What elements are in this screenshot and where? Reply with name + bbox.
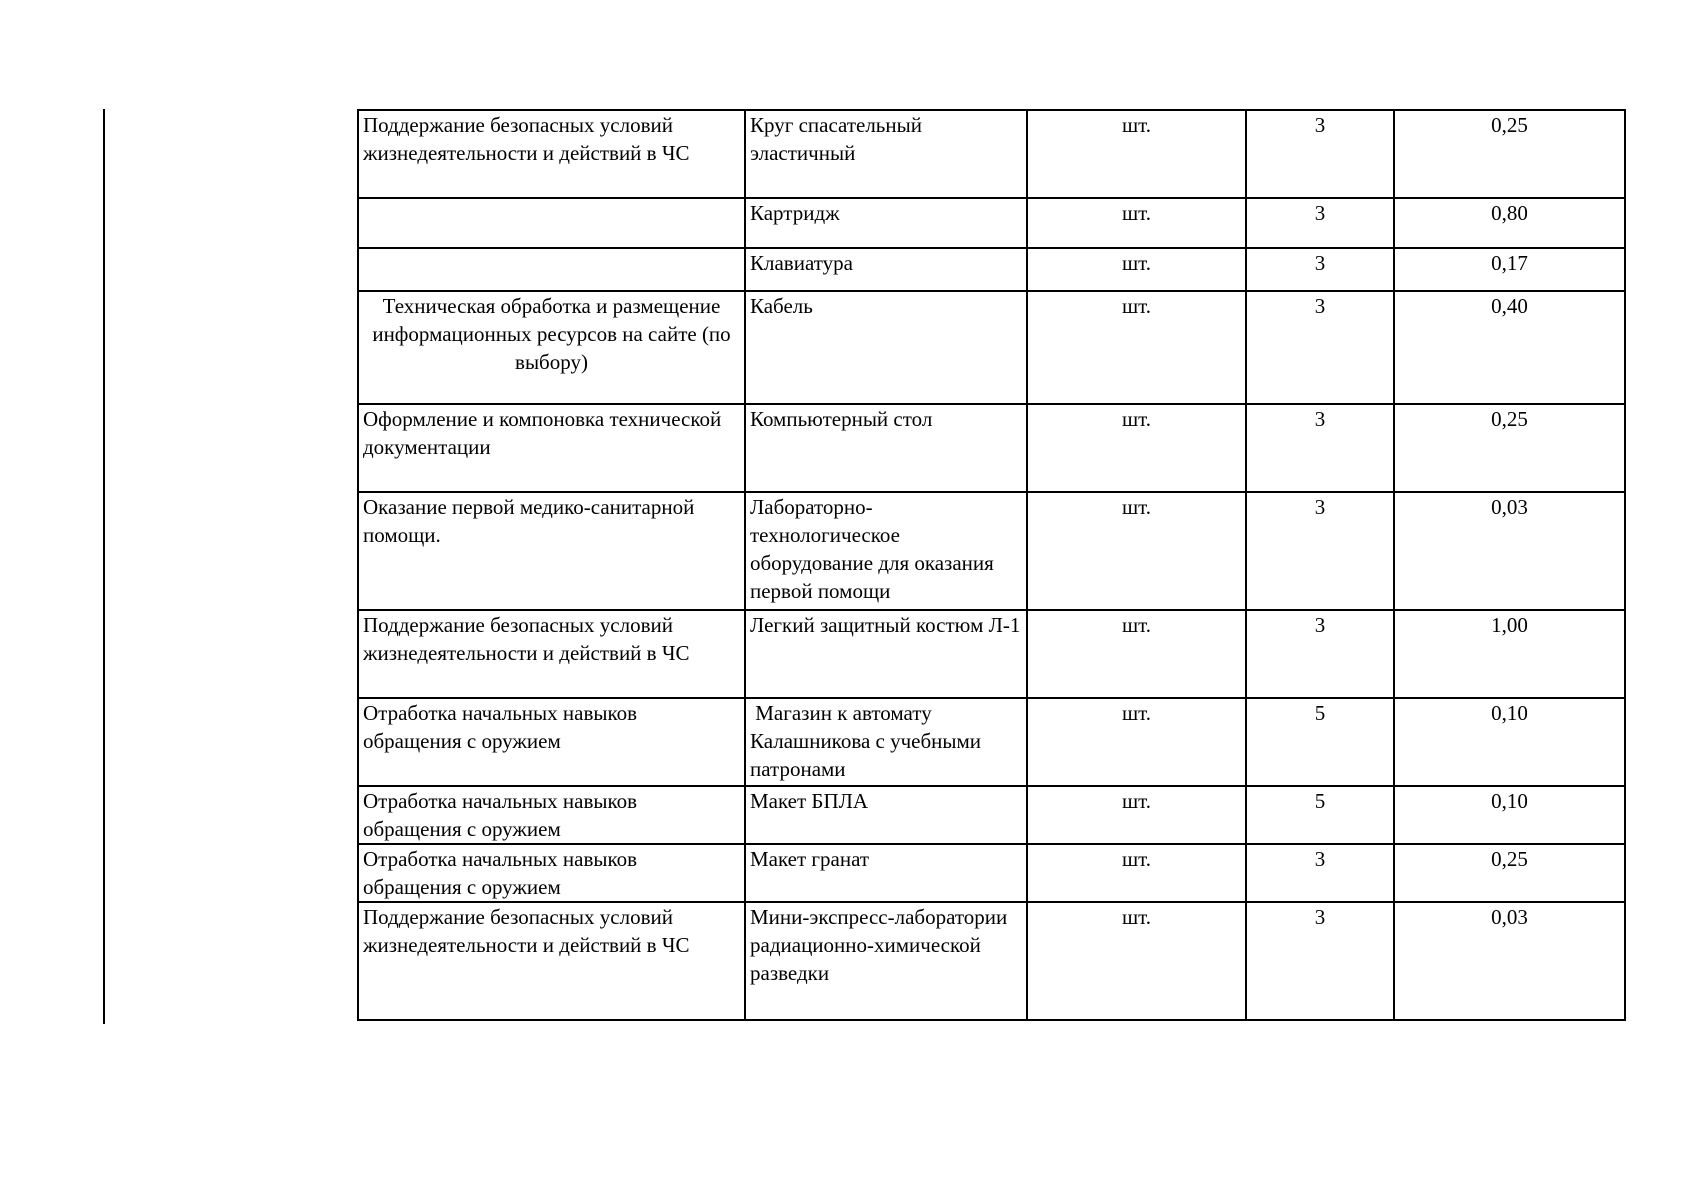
activity-cell <box>358 198 745 248</box>
table-row <box>358 404 1625 492</box>
item-cell: Легкий защитный костюм Л-1 <box>745 610 1027 698</box>
unit-cell: шт. <box>1027 698 1246 786</box>
norm-cell: 0,80 <box>1394 198 1625 248</box>
item-cell: Кабель <box>745 291 1027 404</box>
item-cell: Макет гранат <box>745 844 1027 902</box>
unit-cell: шт. <box>1027 198 1246 248</box>
quantity-cell: 3 <box>1246 291 1394 404</box>
norm-cell: 0,25 <box>1394 110 1625 198</box>
table-row <box>358 786 1625 844</box>
table-row <box>358 291 1625 404</box>
table-row <box>358 902 1625 1020</box>
item-cell: Картридж <box>745 198 1027 248</box>
quantity-cell: 3 <box>1246 110 1394 198</box>
quantity-cell: 3 <box>1246 902 1394 1020</box>
equipment-table <box>357 109 1626 1021</box>
quantity-cell: 3 <box>1246 248 1394 291</box>
activity-cell: Отработка начальных навыков обращения с оружием <box>358 844 745 902</box>
table-row <box>358 492 1625 610</box>
activity-cell: Оформление и компоновка технической документации <box>358 404 745 492</box>
activity-cell: Поддержание безопасных условий жизнедеятельности и действий в ЧС <box>358 902 745 1020</box>
quantity-cell: 3 <box>1246 610 1394 698</box>
quantity-cell: 3 <box>1246 492 1394 610</box>
norm-cell: 0,25 <box>1394 844 1625 902</box>
item-cell: Магазин к автомату Калашникова с учебными патронами <box>745 698 1027 786</box>
margin-rule <box>103 109 105 1024</box>
item-cell: Клавиатура <box>745 248 1027 291</box>
table-row <box>358 610 1625 698</box>
quantity-cell: 5 <box>1246 698 1394 786</box>
norm-cell: 1,00 <box>1394 610 1625 698</box>
unit-cell: шт. <box>1027 844 1246 902</box>
table-row <box>358 198 1625 248</box>
norm-cell: 0,17 <box>1394 248 1625 291</box>
activity-cell: Отработка начальных навыков обращения с оружием <box>358 786 745 844</box>
item-cell: Круг спасательный эластичный <box>745 110 1027 198</box>
item-cell: Компьютерный стол <box>745 404 1027 492</box>
quantity-cell: 3 <box>1246 844 1394 902</box>
table-row <box>358 844 1625 902</box>
norm-cell: 0,10 <box>1394 698 1625 786</box>
unit-cell: шт. <box>1027 248 1246 291</box>
unit-cell: шт. <box>1027 786 1246 844</box>
activity-cell: Отработка начальных навыков обращения с оружием <box>358 698 745 786</box>
item-cell: Макет БПЛА <box>745 786 1027 844</box>
unit-cell: шт. <box>1027 492 1246 610</box>
activity-cell: Оказание первой медико-санитарной помощи. <box>358 492 745 610</box>
quantity-cell: 3 <box>1246 198 1394 248</box>
table-row <box>358 248 1625 291</box>
table-row <box>358 698 1625 786</box>
unit-cell: шт. <box>1027 902 1246 1020</box>
item-cell: Мини-экспресс-лаборатории радиационно-химической разведки <box>745 902 1027 1020</box>
unit-cell: шт. <box>1027 404 1246 492</box>
activity-cell: Техническая обработка и размещение информационных ресурсов на сайте (по выбору) <box>358 291 745 404</box>
unit-cell: шт. <box>1027 291 1246 404</box>
quantity-cell: 5 <box>1246 786 1394 844</box>
norm-cell: 0,03 <box>1394 902 1625 1020</box>
unit-cell: шт. <box>1027 610 1246 698</box>
norm-cell: 0,40 <box>1394 291 1625 404</box>
unit-cell: шт. <box>1027 110 1246 198</box>
activity-cell <box>358 248 745 291</box>
norm-cell: 0,25 <box>1394 404 1625 492</box>
activity-cell: Поддержание безопасных условий жизнедеятельности и действий в ЧС <box>358 110 745 198</box>
norm-cell: 0,03 <box>1394 492 1625 610</box>
activity-cell: Поддержание безопасных условий жизнедеятельности и действий в ЧС <box>358 610 745 698</box>
norm-cell: 0,10 <box>1394 786 1625 844</box>
table-row <box>358 110 1625 198</box>
quantity-cell: 3 <box>1246 404 1394 492</box>
item-cell: Лабораторно-технологическое оборудование для оказания первой помощи <box>745 492 1027 610</box>
